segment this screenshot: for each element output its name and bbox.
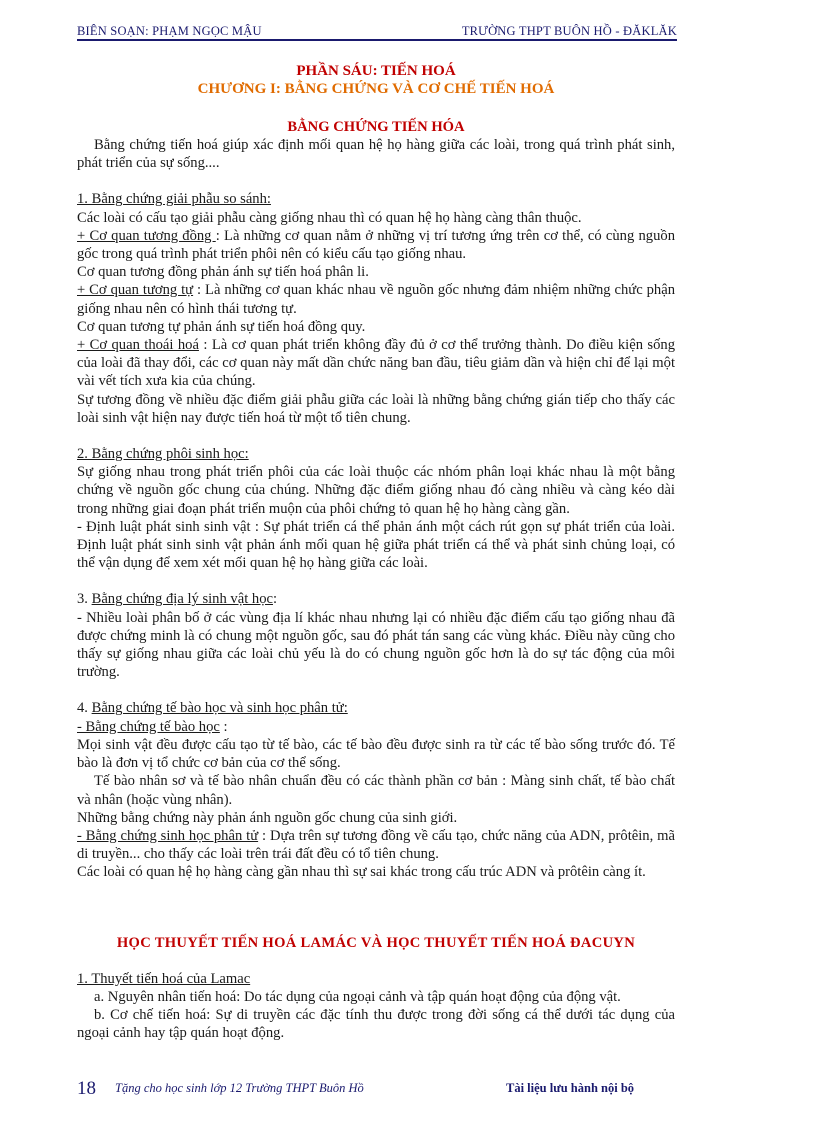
term-vestigial: + Cơ quan thoái hoá <box>77 337 199 354</box>
heading-anatomy: 1. Bằng chứng giải phẫu so sánh: <box>77 191 271 208</box>
paragraph: b. Cơ chế tiến hoá: Sự di truyền các đặc tính thu được trong đời sống cá thể dưới tác dụng của ngoại cảnh hay tập quán hoạt động. <box>77 1007 675 1042</box>
header-school: TRƯỜNG THPT BUÔN HỒ - ĐĂKLĂK <box>461 24 677 38</box>
part-title: PHẦN SÁU: TIẾN HOÁ <box>296 63 456 79</box>
chapter-title: CHƯƠNG I: BẰNG CHỨNG VÀ CƠ CHẾ TIẾN HOÁ <box>197 81 555 97</box>
heading-number: 4. <box>77 700 92 717</box>
header-author: BIÊN SOẠN: PHẠM NGỌC MẬU <box>77 24 262 38</box>
footer-dedication: Tặng cho học sinh lớp 12 Trường THPT Buôn Hồ <box>115 1081 364 1095</box>
heading-lamarck: 1. Thuyết tiến hoá của Lamac <box>77 970 251 987</box>
intro-paragraph: Bằng chứng tiến hoá giúp xác định mối quan hệ họ hàng giữa các loài, trong quá trình phát sinh, phát triển của sự sống.... <box>77 137 675 172</box>
spacer <box>77 952 675 970</box>
spacer <box>77 572 675 590</box>
definition-analogous: : Là những cơ quan khác nhau về nguồn gốc nhưng đảm nhiệm những chức phận giống nhau nên có hình thái tương tự. <box>77 282 675 317</box>
spacer <box>77 427 675 445</box>
term-analogous: + Cơ quan tương tự <box>77 282 194 299</box>
paragraph: Cơ quan tương đồng phản ánh sự tiến hoá phân li. <box>77 264 369 281</box>
definition-vestigial: : Là cơ quan phát triển không đầy đủ ở cơ thể trưởng thành. Do điều kiện sống của loài đã thay đổi, các cơ quan này mất dần chức năng ban đầu, tiêu giảm dần và hiện chỉ để lại một vài vết tích xưa kia của chúng. <box>77 337 675 390</box>
heading-number: 3. <box>77 591 92 608</box>
subheading-molecular: - Bằng chứng sinh học phân tử <box>77 827 259 844</box>
paragraph: a. Nguyên nhân tiến hoá: Do tác dụng của ngoại cảnh và tập quán hoạt động của động vật. <box>94 988 621 1005</box>
heading-biogeography <box>77 590 675 608</box>
paragraph: Cơ quan tương tự phản ánh sự tiến hoá đồng quy. <box>77 318 366 335</box>
subheading-colon: : <box>219 718 228 735</box>
paragraph: Tế bào nhân sơ và tế bào nhân chuẩn đều có các thành phần cơ bản : Màng sinh chất, tế bào chất và nhân (hoặc vùng nhân). <box>77 773 675 808</box>
paragraph: Sự giống nhau trong phát triển phôi của các loài thuộc các nhóm phân loại khác nhau là một bằng chứng về nguồn gốc chung của chúng. Những đặc điểm giống nhau đó càng nhiều và càng kéo dài trong những giai đoạn phát triển muộn của phôi chứng tỏ quan hệ họ hàng càng gần. <box>77 464 675 517</box>
page-header <box>77 24 677 41</box>
subheading-cytology <box>77 718 675 736</box>
paragraph: Các loài có quan hệ họ hàng càng gần nhau thì sự sai khác trong cấu trúc ADN và prôtêin càng ít. <box>77 864 646 881</box>
subheading-text: - Bằng chứng tế bào học <box>77 718 220 735</box>
heading-colon: : <box>272 591 278 608</box>
paragraph: Các loài có cấu tạo giải phẫu càng giống nhau thì có quan hệ họ hàng càng thân thuộc. <box>77 209 582 226</box>
analogous-organs-paragraph <box>77 281 675 317</box>
page-content <box>77 62 675 1043</box>
homologous-organs-paragraph <box>77 227 675 263</box>
heading-text: Bằng chứng tế bào học và sinh học phân tử: <box>91 700 348 717</box>
heading-cell-molecular <box>77 699 675 717</box>
heading-text: Bằng chứng địa lý sinh vật học <box>91 591 273 608</box>
paragraph: Sự tương đồng về nhiều đặc điểm giải phẫu giữa các loài là những bằng chứng gián tiếp cho thấy các loài sinh vật hiện nay được tiến hoá từ một tổ tiên chung. <box>77 391 675 426</box>
paragraph: Mọi sinh vật đều được cấu tạo từ tế bào, các tế bào đều được sinh ra từ các tế bào sống trước đó. Tế bào là đơn vị tổ chức cơ bản của cơ thể sống. <box>77 736 675 772</box>
heading-embryology: 2. Bằng chứng phôi sinh học: <box>77 446 249 463</box>
molecular-text: : Dựa trên sự tương đồng về cấu tạo, chức năng của ADN, prôtêin, mã di truyền... cho thấy các loài trên trái đất đều có tổ tiên chung. <box>77 827 675 863</box>
paragraph: - Nhiều loài phân bố ở các vùng địa lí khác nhau nhưng lại có nhiều đặc điểm cấu tạo giống nhau đã được chứng minh là có chung một nguồn gốc, sau đó phát tán sang các vùng khác. Điều này cũng cho thấy sự giống nhau giữa các loài chủ yếu là do có chung nguồn gốc hơn là do sự tác động của môi trường. <box>77 609 675 681</box>
footer-note: Tài liệu lưu hành nội bộ <box>506 1081 635 1095</box>
section-title-theories: HỌC THUYẾT TIẾN HOÁ LAMÁC VÀ HỌC THUYẾT TIẾN HOÁ ĐACUYN <box>116 934 636 951</box>
page-number: 18 <box>77 1078 96 1099</box>
paragraph: Những bằng chứng này phản ánh nguồn gốc chung của sinh giới. <box>77 809 458 826</box>
definition-homologous: : Là những cơ quan nằm ở những vị trí tương ứng trên cơ thể, có cùng nguồn gốc trong quá trình phát triển phôi nên có kiểu cấu tạo giống nhau. <box>77 227 675 263</box>
term-homologous: + Cơ quan tương đồng <box>77 227 216 244</box>
molecular-evidence-paragraph <box>77 827 675 863</box>
spacer <box>77 882 675 934</box>
section-title-evidence: BẰNG CHỨNG TIẾN HÓA <box>287 119 465 135</box>
spacer <box>77 172 675 190</box>
page-footer <box>77 1078 637 1100</box>
vestigial-organs-paragraph <box>77 336 675 391</box>
spacer <box>77 681 675 699</box>
paragraph: - Định luật phát sinh sinh vật : Sự phát triển cá thể phản ánh một cách rút gọn sự phát triển của loài. Định luật phát sinh sinh vật phản ánh mối quan hệ giữa phát triển cá thể và phát sinh chủng loại, có thể vận dụng để xem xét mối quan hệ họ hàng giữa các loài. <box>77 518 675 572</box>
